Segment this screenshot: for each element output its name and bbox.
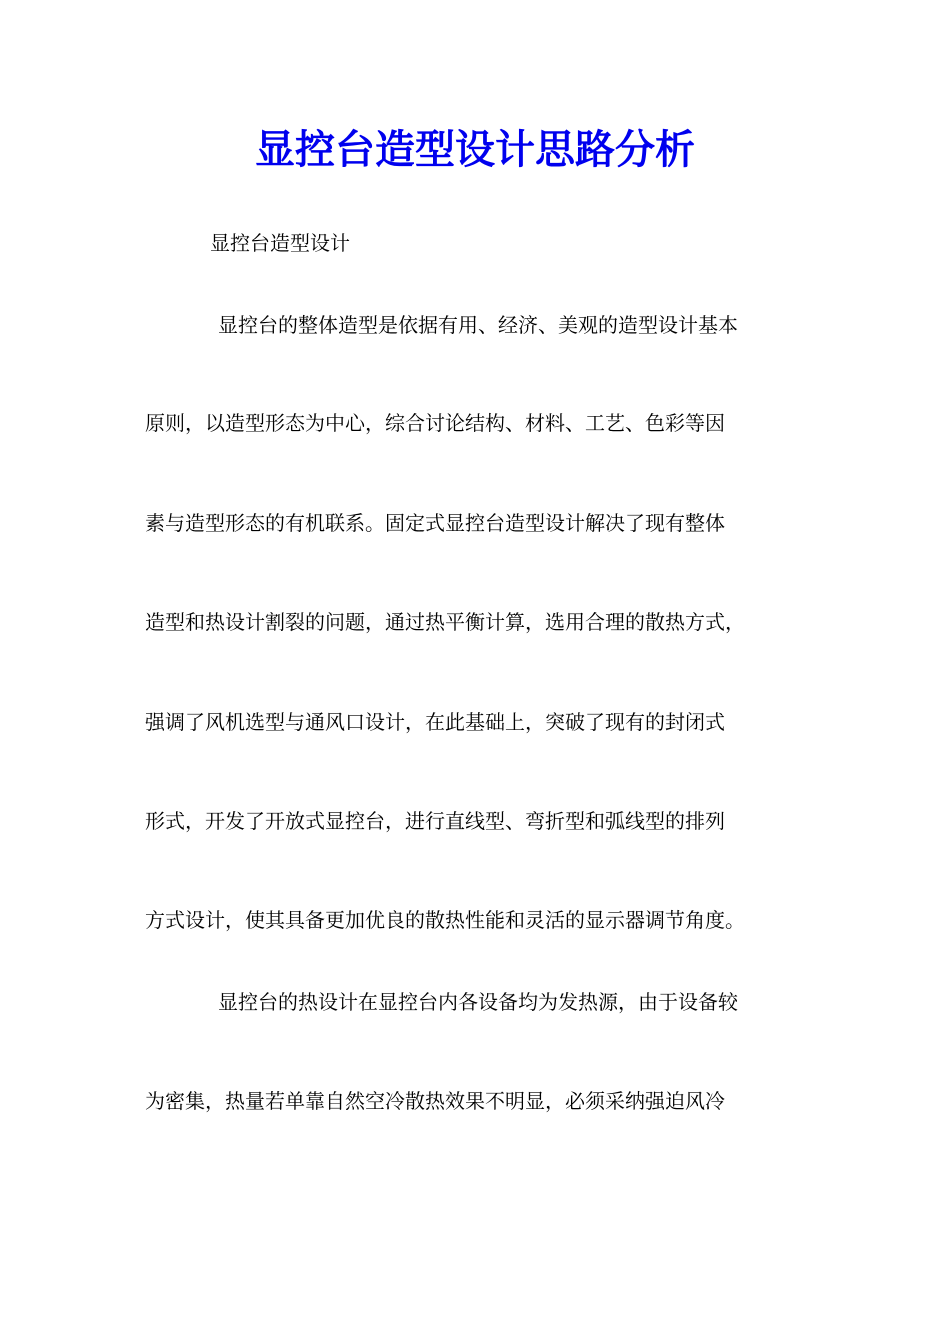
paragraph-line: 素与造型形态的有机联系。固定式显控台造型设计解决了现有整体 xyxy=(145,511,725,535)
section-heading: 显控台造型设计 xyxy=(210,231,350,255)
document-title: 显控台造型设计思路分析 xyxy=(255,126,695,173)
paragraph-line: 显控台的热设计在显控台内各设备均为发热源，由于设备较 xyxy=(218,990,738,1014)
paragraph-line: 显控台的整体造型是依据有用、经济、美观的造型设计基本 xyxy=(218,313,738,337)
paragraph-line: 造型和热设计割裂的问题，通过热平衡计算，选用合理的散热方式， xyxy=(145,610,745,634)
paragraph-line: 强调了风机选型与通风口设计，在此基础上，突破了现有的封闭式 xyxy=(145,710,725,734)
paragraph-line: 形式，开发了开放式显控台，进行直线型、弯折型和弧线型的排列 xyxy=(145,809,725,833)
paragraph-line: 方式设计，使其具备更加优良的散热性能和灵活的显示器调节角度。 xyxy=(145,908,745,932)
paragraph-line: 原则，以造型形态为中心，综合讨论结构、材料、工艺、色彩等因 xyxy=(145,411,725,435)
paragraph-line: 为密集，热量若单靠自然空冷散热效果不明显，必须采纳强迫风冷 xyxy=(145,1089,725,1113)
